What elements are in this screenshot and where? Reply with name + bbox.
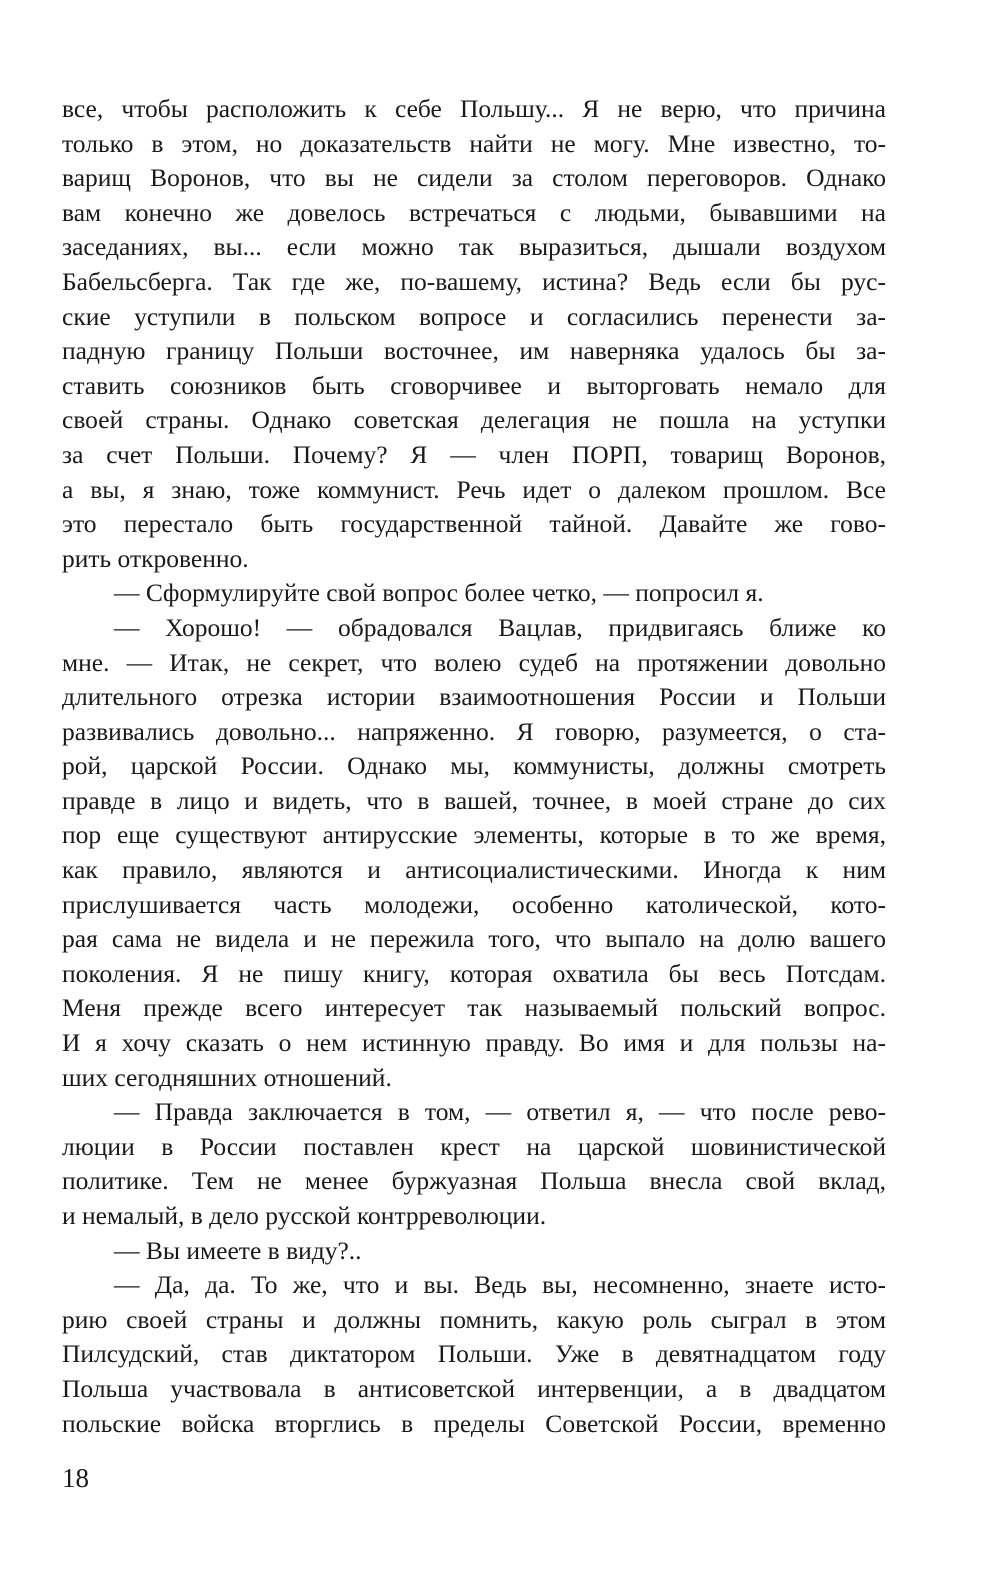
- text-line: мне. — Итак, не секрет, что волею судеб на протяжении довольно: [62, 647, 886, 677]
- text-line: Меня прежде всего интересует так называемый польский вопрос.: [62, 993, 886, 1023]
- text-line: Пилсудский, став диктатором Польши. Уже в девятнадцатом году: [62, 1339, 886, 1369]
- text-line: рию своей страны и должны помнить, какую роль сыграл в этом: [62, 1304, 886, 1334]
- text-line: все, чтобы расположить к себе Польшу... Я не верю, что причина: [62, 94, 886, 123]
- text-line: польские войска вторглись в пределы Советской России, временно: [62, 1408, 886, 1438]
- text-line: — Правда заключается в том, — ответил я, — что после рево-: [114, 1097, 886, 1127]
- text-line: только в этом, но доказательств найти не могу. Мне известно, то-: [62, 128, 886, 158]
- text-line: — Да, да. То же, что и вы. Ведь вы, несомненно, знаете исто-: [114, 1270, 886, 1300]
- text-line: — Вы имеете в виду?..: [114, 1235, 362, 1265]
- text-line: — Хорошо! — обрадовался Вацлав, придвигаясь ближе ко: [114, 612, 886, 642]
- text-line: прислушивается часть молодежи, особенно католической, кото-: [62, 889, 886, 919]
- page-number: 18: [62, 1463, 89, 1493]
- text-line: Польша участвовала в антисоветской интервенции, а в двадцатом: [62, 1373, 886, 1403]
- text-line: политике. Тем не менее буржуазная Польша внесла свой вклад,: [62, 1166, 886, 1196]
- text-line: заседаниях, вы... если можно так выразиться, дышали воздухом: [62, 232, 886, 262]
- text-line: И я хочу сказать о нем истинную правду. Во имя и для пользы на-: [62, 1028, 886, 1058]
- text-line: и немалый, в дело русской контрреволюции.: [62, 1201, 547, 1230]
- text-line: длительного отрезка истории взаимоотношения России и Польши: [62, 682, 886, 712]
- text-line: правде в лицо и видеть, что в вашей, точнее, в моей стране до сих: [62, 785, 886, 815]
- text-line: а вы, я знаю, тоже коммунист. Речь идет о далеком прошлом. Все: [62, 474, 886, 504]
- text-line: ставить союзников быть сговорчивее и выторговать немало для: [62, 370, 886, 400]
- text-line: пор еще существуют антирусские элементы, которые в то же время,: [62, 820, 886, 850]
- text-line: Бабельсберга. Так где же, по-вашему, истина? Ведь если бы рус-: [62, 266, 886, 296]
- text-line: ские уступили в польском вопросе и согласились перенести за-: [62, 301, 886, 331]
- text-line: это перестало быть государственной тайной. Давайте же гово-: [62, 509, 886, 539]
- text-line: люции в России поставлен крест на царской шовинистической: [62, 1131, 886, 1161]
- text-line: поколения. Я не пишу книгу, которая охватила бы весь Потсдам.: [62, 958, 886, 988]
- text-line: рить откровенно.: [62, 543, 249, 573]
- text-line: — Сформулируйте свой вопрос более четко, — попросил я.: [114, 578, 764, 608]
- text-line: варищ Воронов, что вы не сидели за столом переговоров. Однако: [62, 163, 886, 193]
- text-line: своей страны. Однако советская делегация не пошла на уступки: [62, 405, 886, 435]
- text-line: как правило, являются и антисоциалистическими. Иногда к ним: [62, 855, 886, 885]
- text-line: развивались довольно... напряженно. Я говорю, разумеется, о ста-: [62, 716, 886, 746]
- text-line: падную границу Польши восточнее, им наверняка удалось бы за-: [62, 336, 886, 366]
- text-line: ших сегодняшних отношений.: [62, 1062, 392, 1092]
- text-line: вам конечно же довелось встречаться с людьми, бывавшими на: [62, 197, 886, 227]
- text-line: рая сама не видела и не пережила того, что выпало на долю вашего: [62, 924, 886, 954]
- text-line: рой, царской России. Однако мы, коммунисты, должны смотреть: [62, 751, 886, 781]
- text-line: за счет Польши. Почему? Я — член ПОРП, товарищ Воронов,: [62, 439, 886, 469]
- body-text: [62, 92, 886, 1441]
